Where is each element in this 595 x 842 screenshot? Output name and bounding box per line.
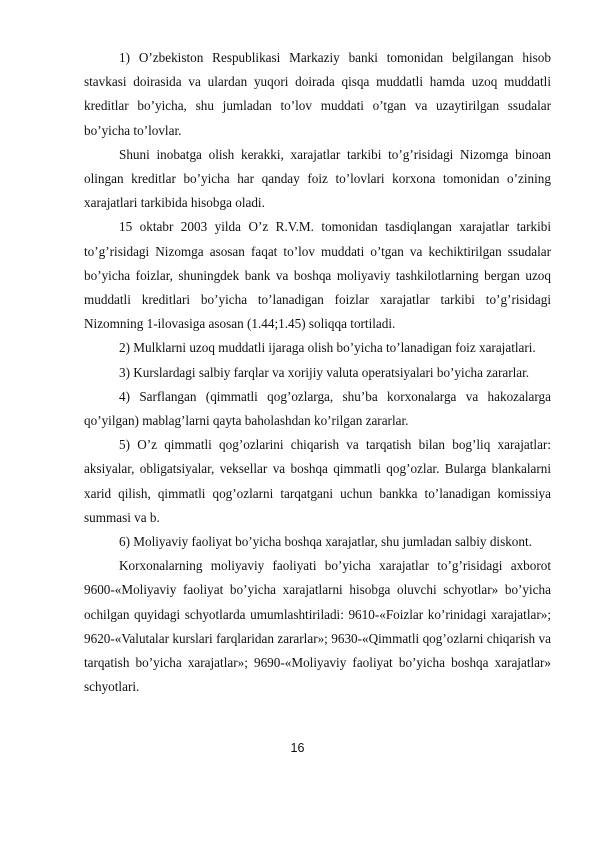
paragraph-1: 1) O’zbekiston Respublikasi Markaziy banki tomonidan belgilangan hisob stavkasi doirasida va ulardan yuqori doirada qisqa muddatli hamda uzoq muddatli kreditlar bo’yicha, shu jumladan to’lov muddati o’tgan va uzaytirilgan ssudalar bo’yicha to’lovlar. — [84, 50, 551, 138]
page-number: 16 — [290, 741, 305, 755]
paragraph-9: Korxonalarning moliyaviy faoliyati bo’yicha xarajatlar to’g’risidagi axborot 9600-«Moliyaviy faoliyat bo’yicha xarajatlarni hisobga oluvchi schyotlar» bo’yicha ochilgan quyidagi schyotlarda umumlashtiriladi: 9610-«Foizlar ko’rinidagi xarajatlar»; 9620-«Valutalar kurslari farqlaridan zararlar»; 9630-«Qimmatli qog’ozlarni chiqarish va tarqatish bo’yicha xarajatlar»; 9690-«Moliyaviy faoliyat bo’yicha boshqa xarajatlar» schyotlari. — [84, 558, 551, 695]
paragraph-4: 2) Mulklarni uzoq muddatli ijaraga olish bo’yicha to’lanadigan foiz xarajatlari. — [119, 340, 536, 356]
paragraph-5: 3) Kurslardagi salbiy farqlar va xorijiy valuta operatsiyalari bo’yicha zararlar. — [119, 364, 530, 380]
paragraph-6: 4) Sarflangan (qimmatli qog’ozlarga, shu’ba korxonalarga va hakozalarga qo’yilgan) mablag’larni qayta baholashdan ko’rilgan zararlar. — [84, 388, 551, 429]
paragraph-7: 5) O’z qimmatli qog’ozlarini chiqarish va tarqatish bilan bog’liq xarajatlar: aksiyalar, obligatsiyalar, veksellar va boshqa qimmatli qog’ozlar. Bularga blankalarni xarid qilish, qimmatli qog’ozlarni tarqatgani uchun bankka to’lanadigan komissiya summasi va b. — [84, 437, 551, 525]
paragraph-3: 15 oktabr 2003 yilda O’z R.V.M. tomonidan tasdiqlangan xarajatlar tarkibi to’g’risidagi Nizomga asosan faqat to’lov muddati o’tgan va kechiktirilgan ssudalar bo’yicha foizlar, shuningdek bank va boshqa moliyaviy tashkilotlarning bergan uzoq muddatli kreditlari bo’yicha to’lanadigan foizlar xarajatlar tarkibi to’g’risidagi Nizomning 1-ilovasiga asosan (1.44;1.45) soliqqa tortiladi. — [84, 219, 551, 332]
document-body — [84, 46, 551, 699]
paragraph-2: Shuni inobatga olish kerakki, xarajatlar tarkibi to’g’risidagi Nizomga binoan olingan kreditlar bo’yicha har qanday foiz to’lovlari korxona tomonidan o’zining xarajatlari tarkibida hisobga oladi. — [84, 146, 551, 211]
paragraph-8: 6) Moliyaviy faoliyat bo’yicha boshqa xarajatlar, shu jumladan salbiy diskont. — [119, 534, 532, 550]
